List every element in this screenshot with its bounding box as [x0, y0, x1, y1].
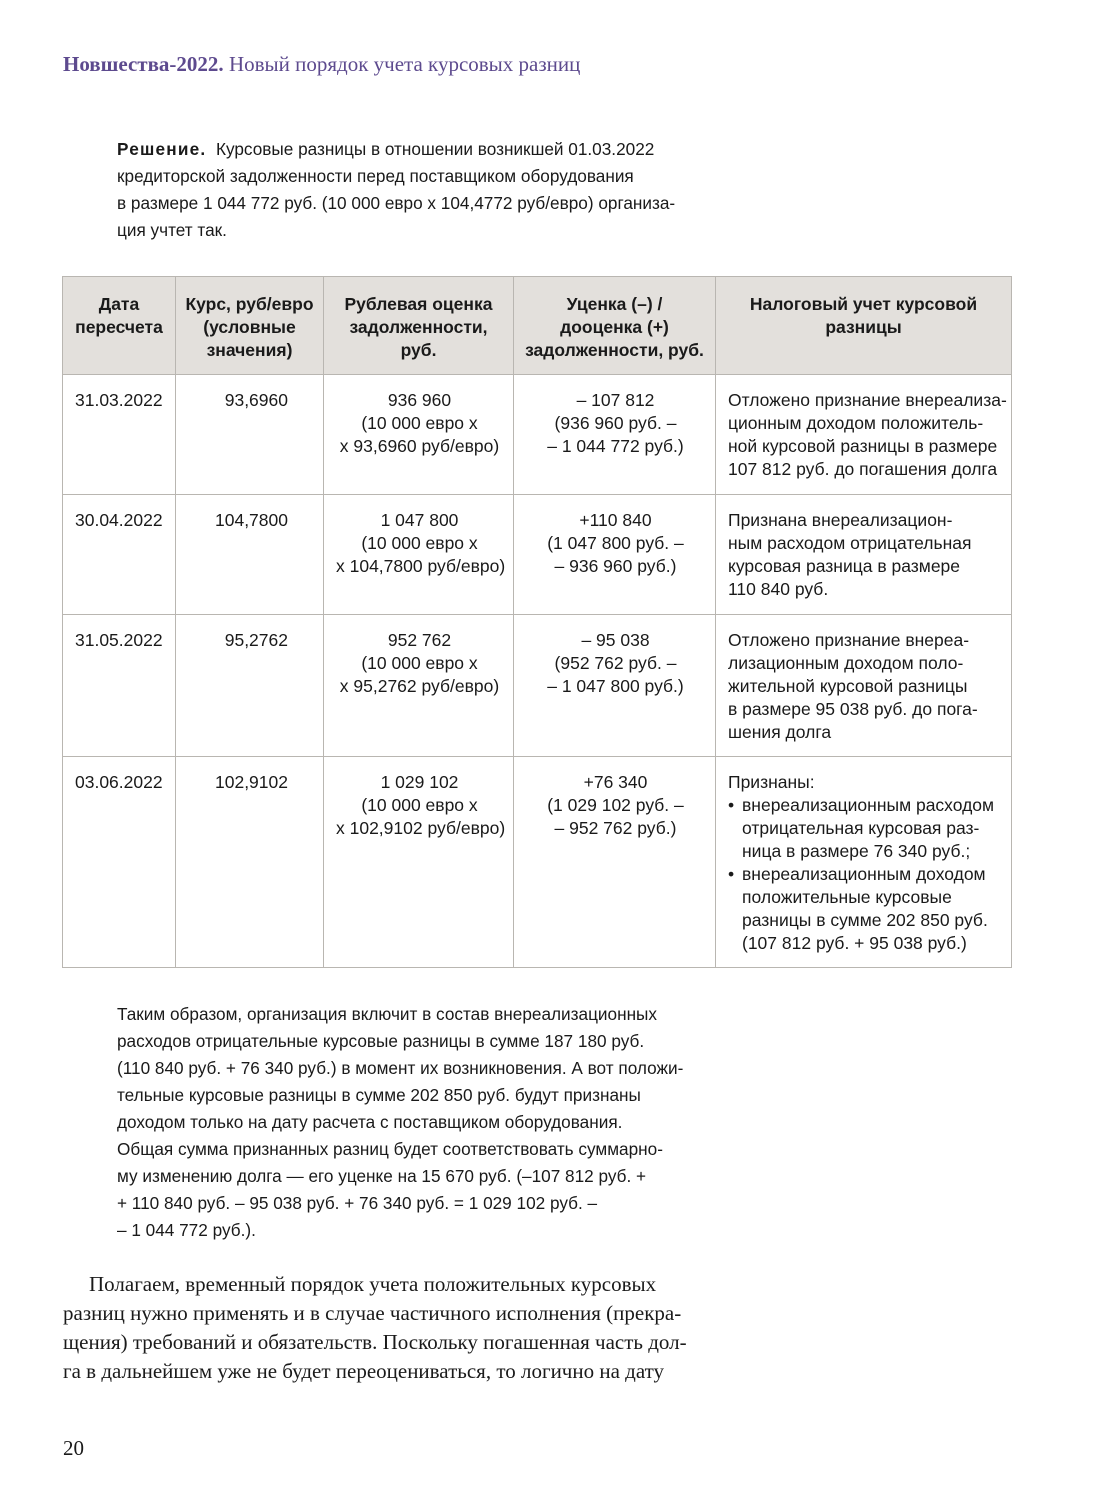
body-paragraph	[63, 1270, 753, 1386]
table-row	[63, 375, 1012, 495]
summary-line: + 110 840 руб. – 95 038 руб. + 76 340 руб. = 1 029 102 руб. –	[117, 1193, 598, 1213]
cell-date: 31.05.2022	[63, 615, 176, 757]
table-row	[63, 495, 1012, 615]
paragraph-line: га в дальнейшем уже не будет переоцениваться, то логично на дату	[63, 1359, 665, 1383]
summary-line: доходом только на дату расчета с поставщиком оборудования.	[117, 1112, 623, 1132]
cell-change: +76 340 (1 029 102 руб. – – 952 762 руб.)	[514, 757, 716, 968]
solution-line: ция учтет так.	[117, 220, 227, 240]
cell-valuation: 1 047 800 (10 000 евро x x 104,7800 руб/евро)	[324, 495, 514, 615]
header-date: Дата пересчета	[63, 277, 176, 375]
summary-line: Таким образом, организация включит в состав внереализационных	[117, 1004, 658, 1024]
tax-bullet-list	[728, 794, 1001, 955]
tax-intro: Признаны:	[728, 772, 815, 792]
page-number: 20	[63, 1436, 84, 1460]
header-tax: Налоговый учет курсовой разницы	[716, 277, 1012, 375]
table-header-row	[63, 277, 1012, 375]
solution-lead: Решение.	[117, 139, 207, 159]
cell-valuation: 936 960 (10 000 евро x x 93,6960 руб/евро)	[324, 375, 514, 495]
cell-rate: 93,6960	[176, 375, 324, 495]
summary-line: Общая сумма признанных разниц будет соответствовать суммарно-	[117, 1139, 663, 1159]
cell-change: – 95 038 (952 762 руб. – – 1 047 800 руб.)	[514, 615, 716, 757]
header-bold: Новшества-2022.	[63, 52, 224, 76]
summary-line: му изменению долга — его уценке на 15 670 руб. (–107 812 руб. +	[117, 1166, 647, 1186]
exchange-difference-table	[62, 276, 1012, 968]
cell-tax: Отложено признание внереа- лизационным доходом поло- жительной курсовой разницы в размере 95 038 руб. до пога- шения долга	[716, 615, 1012, 757]
solution-line: Курсовые разницы в отношении возникшей 01.03.2022	[215, 139, 655, 159]
cell-date: 03.06.2022	[63, 757, 176, 968]
solution-line: в размере 1 044 772 руб. (10 000 евро x 104,4772 руб/евро) организа-	[117, 193, 676, 213]
solution-line: кредиторской задолженности перед поставщиком оборудования	[117, 166, 634, 186]
cell-rate: 102,9102	[176, 757, 324, 968]
table-row	[63, 757, 1012, 968]
cell-valuation: 952 762 (10 000 евро x x 95,2762 руб/евро)	[324, 615, 514, 757]
list-item: • внереализационным расходом отрицательная курсовая раз- ница в размере 76 340 руб.;	[728, 794, 1001, 863]
summary-line: – 1 044 772 руб.).	[117, 1220, 256, 1240]
summary-line: тельные курсовые разницы в сумме 202 850 руб. будут признаны	[117, 1085, 641, 1105]
solution-block	[117, 136, 757, 244]
cell-tax	[716, 757, 1012, 968]
header-valuation: Рублевая оценка задолженности, руб.	[324, 277, 514, 375]
cell-tax: Отложено признание внереализа- ционным доходом положитель- ной курсовой разницы в размере 107 812 руб. до погашения долга	[716, 375, 1012, 495]
cell-rate: 95,2762	[176, 615, 324, 757]
summary-line: (110 840 руб. + 76 340 руб.) в момент их возникновения. А вот положи-	[117, 1058, 684, 1078]
summary-line: расходов отрицательные курсовые разницы в сумме 187 180 руб.	[117, 1031, 645, 1051]
paragraph-line: разниц нужно применять и в случае частичного исполнения (прекра-	[63, 1301, 682, 1325]
summary-block	[117, 1001, 757, 1244]
paragraph-line: щения) требований и обязательств. Поскольку погашенная часть дол-	[63, 1330, 687, 1354]
table-row	[63, 615, 1012, 757]
cell-date: 31.03.2022	[63, 375, 176, 495]
cell-change: – 107 812 (936 960 руб. – – 1 044 772 руб.)	[514, 375, 716, 495]
running-header	[63, 52, 580, 77]
cell-rate: 104,7800	[176, 495, 324, 615]
cell-tax: Признана внереализацион- ным расходом отрицательная курсовая разница в размере 110 840 руб.	[716, 495, 1012, 615]
list-item: • внереализационным доходом положительные курсовые разницы в сумме 202 850 руб. (107 812 руб. + 95 038 руб.)	[728, 863, 1001, 955]
cell-change: +110 840 (1 047 800 руб. – – 936 960 руб.)	[514, 495, 716, 615]
cell-valuation: 1 029 102 (10 000 евро x x 102,9102 руб/евро)	[324, 757, 514, 968]
header-title: Новый порядок учета курсовых разниц	[223, 52, 581, 76]
header-rate: Курс, руб/евро (условные значения)	[176, 277, 324, 375]
paragraph-line: Полагаем, временный порядок учета положительных курсовых	[89, 1272, 657, 1296]
header-change: Уценка (–) / дооценка (+) задолженности, руб.	[514, 277, 716, 375]
cell-date: 30.04.2022	[63, 495, 176, 615]
